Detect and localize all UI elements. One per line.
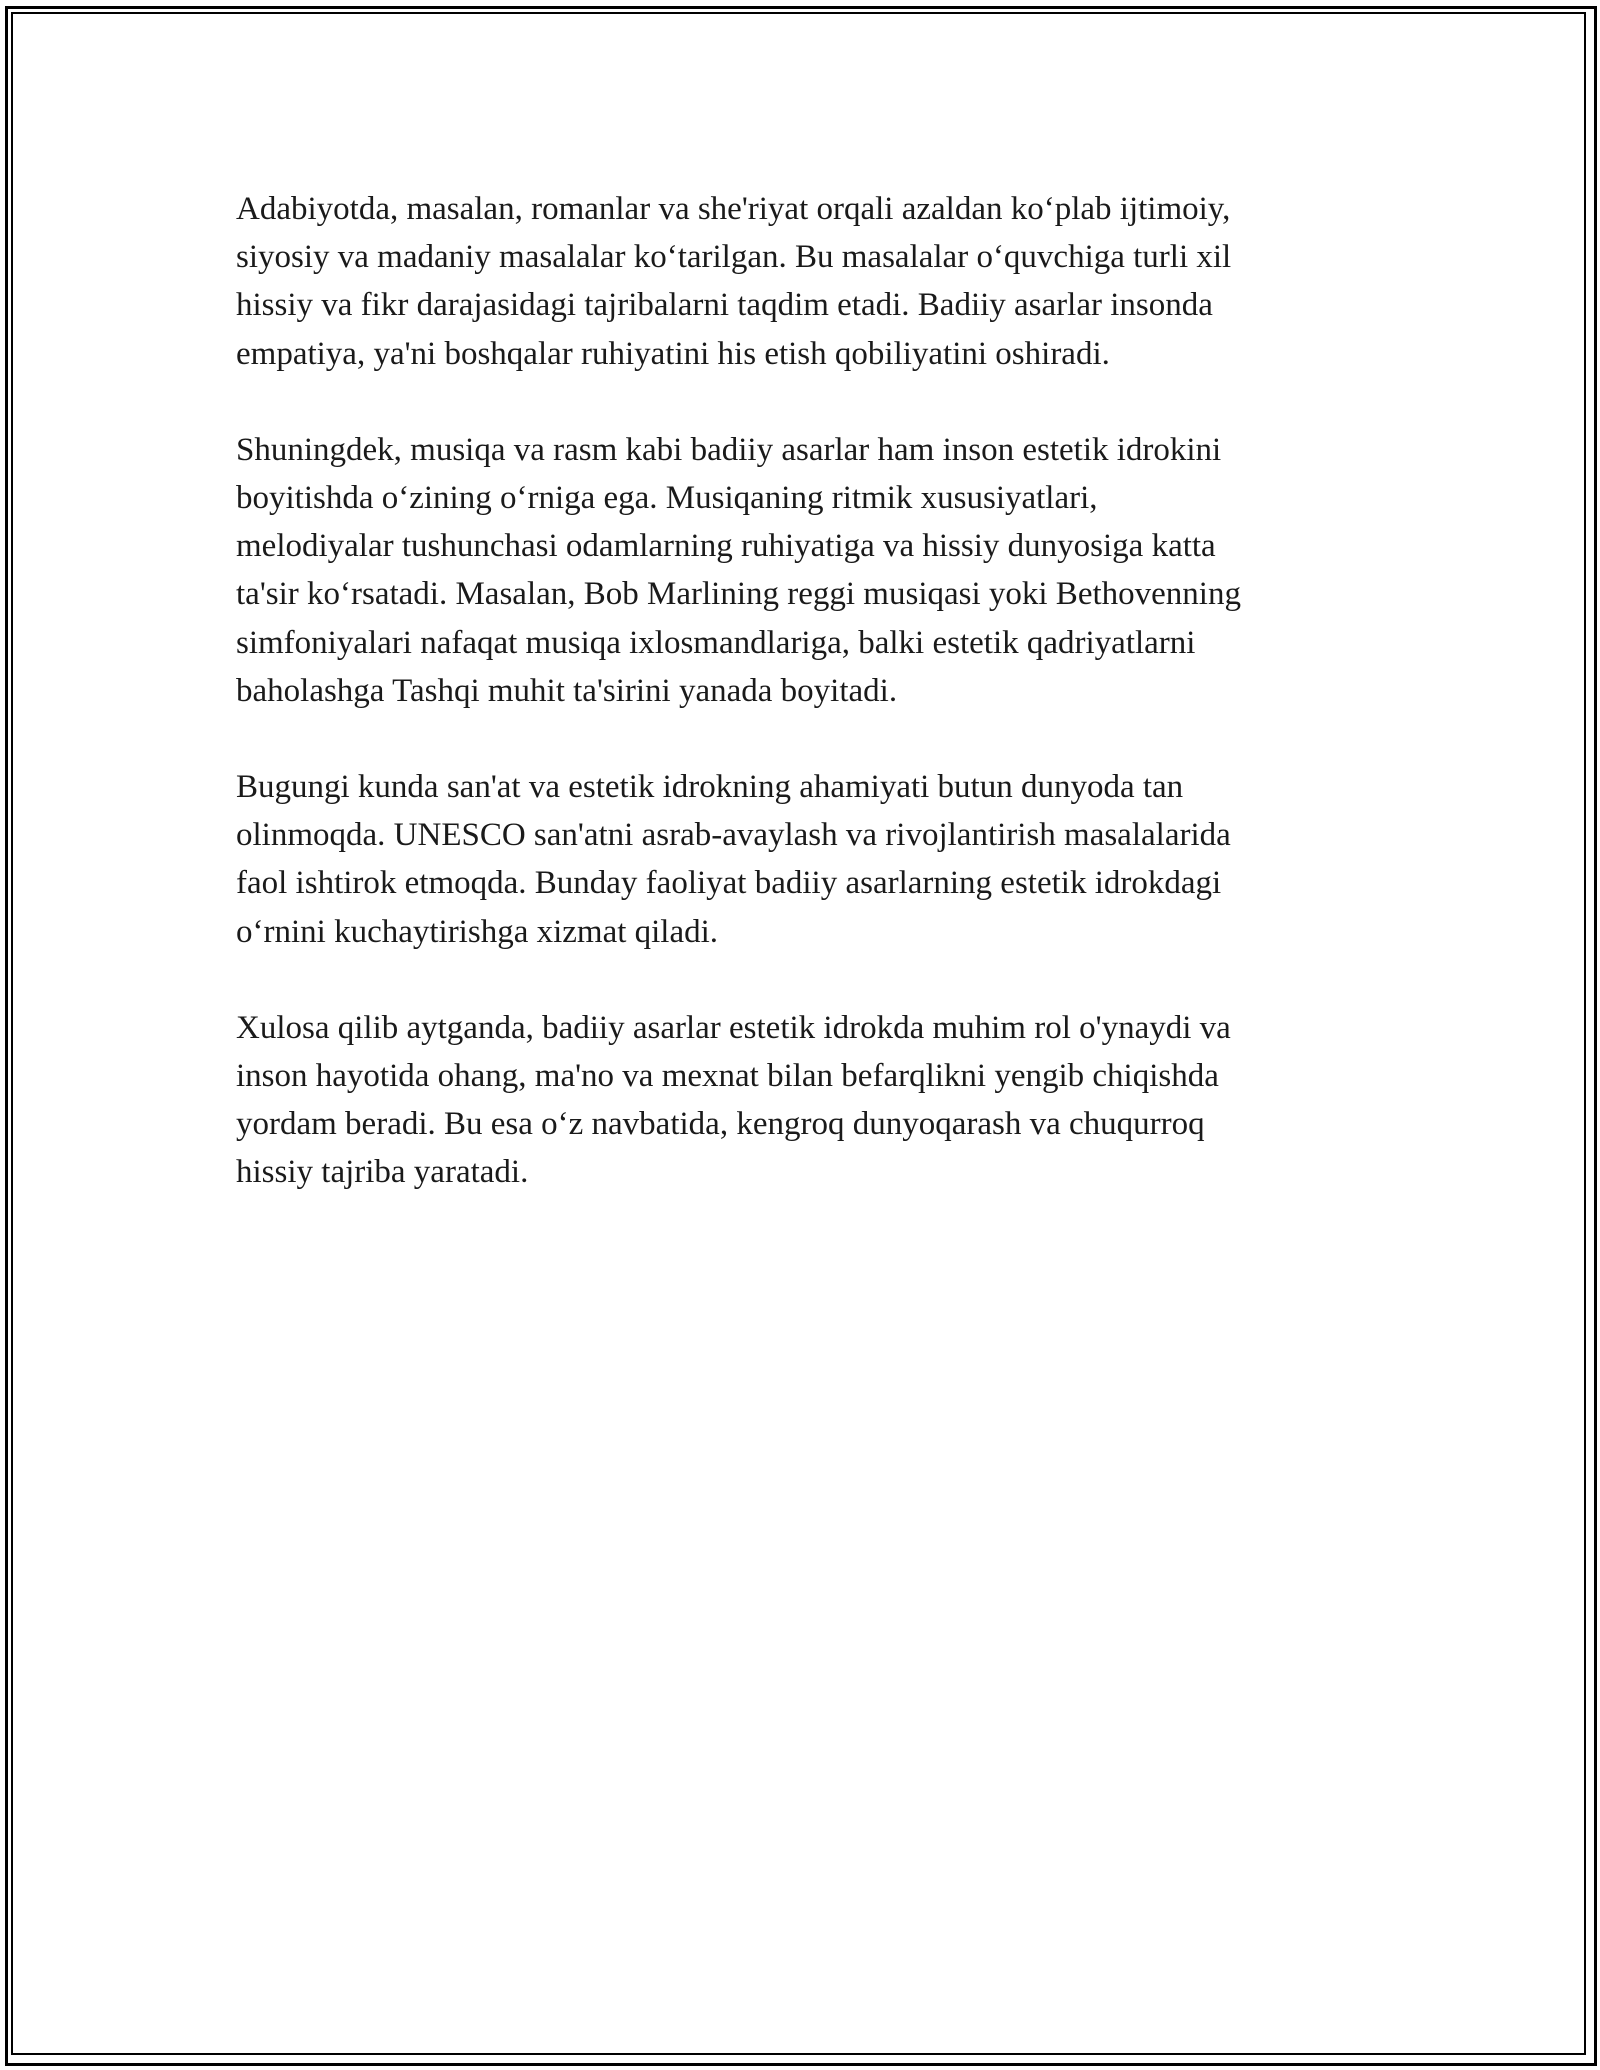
- text-line: oʻrnini kuchaytirishga xizmat qiladi.: [236, 913, 719, 950]
- paragraph-1: [236, 185, 1366, 378]
- text-line: yordam beradi. Bu esa oʻz navbatida, kengroq dunyoqarash va chuqurroq: [236, 1106, 1205, 1143]
- text-line: faol ishtirok etmoqda. Bunday faoliyat badiiy asarlarning estetik idrokdagi: [236, 865, 1222, 902]
- text-line: boyitishda oʻzining oʻrniga ega. Musiqaning ritmik xususiyatlari,: [236, 480, 1098, 517]
- text-line: Bugungi kunda san'at va estetik idrokning ahamiyati butun dunyoda tan: [236, 769, 1184, 806]
- paragraph-3: [236, 763, 1366, 956]
- text-line: inson hayotida ohang, ma'no va mexnat bilan befarqlikni yengib chiqishda: [236, 1058, 1219, 1095]
- text-line: simfoniyalari nafaqat musiqa ixlosmandlariga, balki estetik qadriyatlarni: [236, 624, 1196, 661]
- document-body: [236, 185, 1366, 1245]
- paragraph-4: [236, 1004, 1366, 1197]
- text-line: olinmoqda. UNESCO san'atni asrab-avaylash va rivojlantirish masalalarida: [236, 817, 1231, 854]
- text-line: baholashga Tashqi muhit ta'sirini yanada boyitadi.: [236, 672, 898, 709]
- text-line: Adabiyotda, masalan, romanlar va she'riyat orqali azaldan koʻplab ijtimoiy,: [236, 191, 1231, 227]
- text-line: siyosiy va madaniy masalalar koʻtarilgan. Bu masalalar oʻquvchiga turli xil: [236, 239, 1232, 276]
- text-line: ta'sir koʻrsatadi. Masalan, Bob Marlining reggi musiqasi yoki Bethovenning: [236, 576, 1241, 613]
- text-line: Xulosa qilib aytganda, badiiy asarlar estetik idrokda muhim rol o'ynaydi va: [236, 1009, 1231, 1046]
- text-line: melodiyalar tushunchasi odamlarning ruhiyatiga va hissiy dunyosiga katta: [236, 528, 1216, 565]
- text-line: hissiy va fikr darajasidagi tajribalarni taqdim etadi. Badiiy asarlar insonda: [236, 287, 1213, 324]
- text-line: hissiy tajriba yaratadi.: [236, 1154, 529, 1191]
- text-line: Shuningdek, musiqa va rasm kabi badiiy asarlar ham inson estetik idrokini: [236, 431, 1222, 468]
- text-line: empatiya, ya'ni boshqalar ruhiyatini his etish qobiliyatini oshiradi.: [236, 335, 1110, 372]
- paragraph-2: [236, 426, 1366, 715]
